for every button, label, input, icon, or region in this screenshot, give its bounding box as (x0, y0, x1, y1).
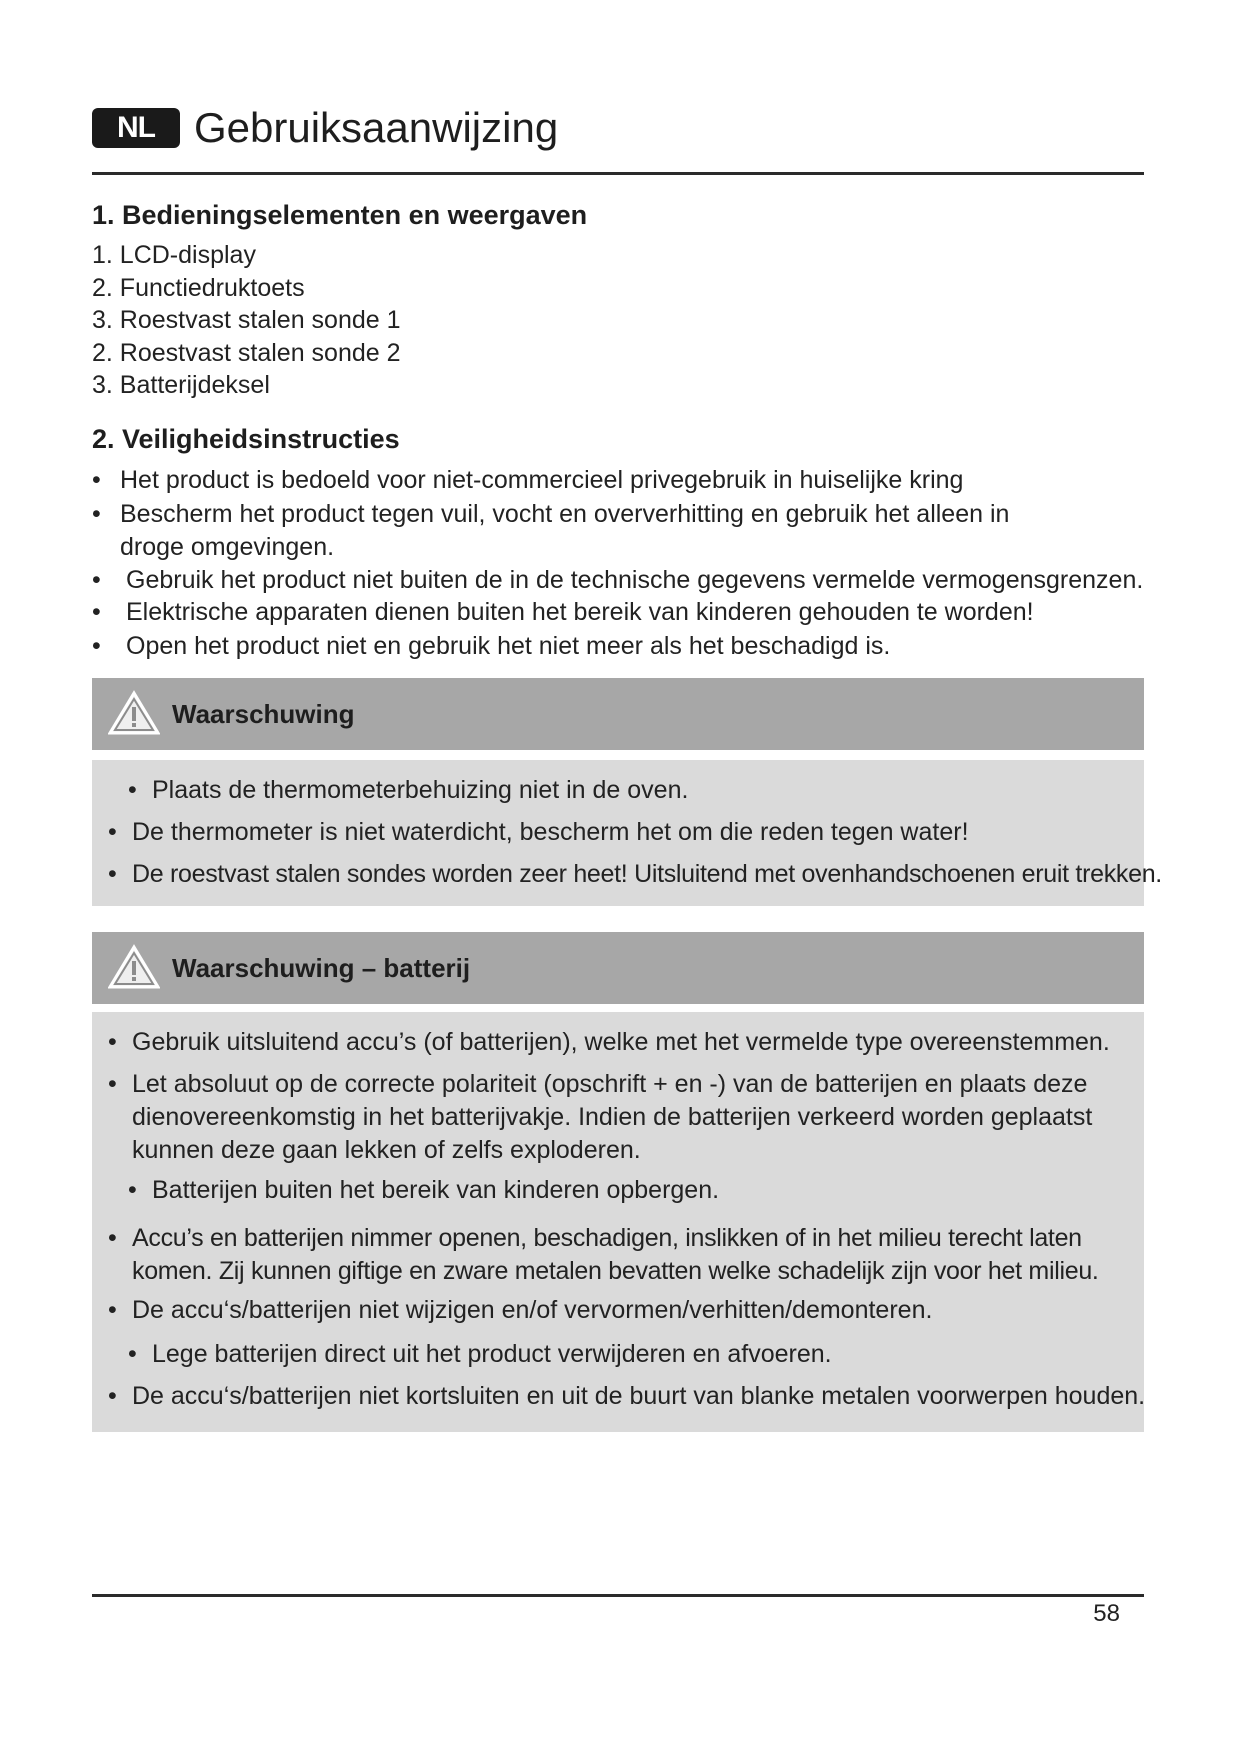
safety-list-item (92, 464, 1132, 497)
bullet-marker: • (108, 818, 117, 846)
battery-warning-item (108, 1068, 1128, 1167)
warning-triangle-icon (108, 690, 160, 736)
battery-warning-item (108, 1026, 1128, 1059)
warning-battery-header (92, 932, 1144, 1004)
battery-warning-item (128, 1338, 1128, 1371)
battery-warning-text: Gebruik uitsluitend accu’s (of batterijen), welke met het vermelde type overeenstemmen. (132, 1028, 1110, 1056)
safety-list-item (92, 630, 1132, 663)
page-title: Gebruiksaanwijzing (194, 104, 559, 151)
safety-text: Bescherm het product tegen vuil, vocht en oververhitting en gebruik het alleen in droge omgevingen. (120, 500, 1010, 561)
warning-list-item (108, 858, 1162, 891)
battery-warning-text: De accu‘s/batterijen niet wijzigen en/of vervormen/verhitten/demonteren. (132, 1296, 933, 1324)
safety-text: Elektrische apparaten dienen buiten het bereik van kinderen gehouden te worden! (126, 598, 1034, 626)
safety-list-item (92, 498, 1132, 564)
bullet-marker: • (128, 1340, 137, 1368)
warning-list-item (108, 816, 1128, 849)
control-list-item: 2. Roestvast stalen sonde 2 (92, 339, 401, 367)
bullet-marker: • (108, 1296, 117, 1324)
safety-list-item (92, 596, 1132, 629)
bullet-marker: • (92, 566, 101, 594)
bullet-marker: • (128, 776, 137, 804)
safety-text: Open het product niet en gebruik het niet meer als het beschadigd is. (126, 632, 891, 660)
section-heading-safety: 2. Veiligheidsinstructies (92, 424, 400, 454)
warning-triangle-icon (108, 944, 160, 990)
battery-warning-text: Batterijen buiten het bereik van kinderen opbergen. (152, 1176, 720, 1204)
warning-text: Plaats de thermometerbehuizing niet in de oven. (152, 776, 689, 804)
warning-text: De thermometer is niet waterdicht, bescherm het om die reden tegen water! (132, 818, 969, 846)
warning-text: De roestvast stalen sondes worden zeer heet! Uitsluitend met ovenhandschoenen eruit trekken. (132, 860, 1162, 888)
battery-warning-item (128, 1174, 1128, 1207)
bullet-marker: • (108, 1382, 117, 1410)
warning-body (92, 760, 1162, 906)
warning-header (92, 678, 1144, 750)
page-header (92, 102, 1144, 174)
warning-battery-title: Waarschuwing – batterij (172, 953, 471, 983)
warning-battery-body (92, 1012, 1144, 1432)
control-list-item: 3. Batterijdeksel (92, 371, 270, 399)
battery-warning-item (108, 1222, 1128, 1288)
bullet-marker: • (108, 860, 117, 888)
bullet-marker: • (108, 1224, 117, 1252)
bullet-marker: • (128, 1176, 137, 1204)
bullet-marker: • (92, 632, 101, 660)
bullet-marker: • (92, 466, 101, 494)
page-number: 58 (1093, 1600, 1120, 1627)
warning-list-item (128, 774, 1128, 807)
battery-warning-item (108, 1380, 1146, 1413)
bullet-marker: • (108, 1028, 117, 1056)
battery-warning-text: De accu‘s/batterijen niet kortsluiten en uit de buurt van blanke metalen voorwerpen houden. (132, 1382, 1146, 1410)
safety-list-item (92, 564, 1144, 597)
control-list-item: 3. Roestvast stalen sonde 1 (92, 306, 401, 334)
bullet-marker: • (108, 1070, 117, 1098)
header-divider (92, 172, 1144, 175)
footer-divider (92, 1594, 1144, 1597)
safety-text: Het product is bedoeld voor niet-commercieel privegebruik in huiselijke kring (120, 466, 964, 494)
control-list-item: 2. Functiedruktoets (92, 274, 305, 302)
battery-warning-item (108, 1294, 1128, 1327)
safety-text: Gebruik het product niet buiten de in de technische gegevens vermelde vermogensgrenzen. (126, 566, 1144, 594)
battery-warning-text: Lege batterijen direct uit het product verwijderen en afvoeren. (152, 1340, 832, 1368)
control-list-item: 1. LCD-display (92, 241, 256, 269)
battery-warning-text: Let absoluut op de correcte polariteit (opschrift + en -) van de batterijen en plaats deze dienovereenkomstig in het batterijvakje. Indien de batterijen verkeerd worden geplaatst kunnen deze gaan lekken of zelfs exploderen. (132, 1070, 1093, 1164)
bullet-marker: • (92, 598, 101, 626)
warning-title: Waarschuwing (172, 699, 355, 729)
language-badge: NL (92, 108, 180, 148)
section-heading-controls: 1. Bedieningselementen en weergaven (92, 200, 588, 230)
battery-warning-text: Accu’s en batterijen nimmer openen, beschadigen, inslikken of in het milieu terecht laten komen. Zij kunnen giftige en zware metalen bevatten welke schadelijk zijn voor het milieu. (132, 1224, 1099, 1285)
bullet-marker: • (92, 500, 101, 528)
